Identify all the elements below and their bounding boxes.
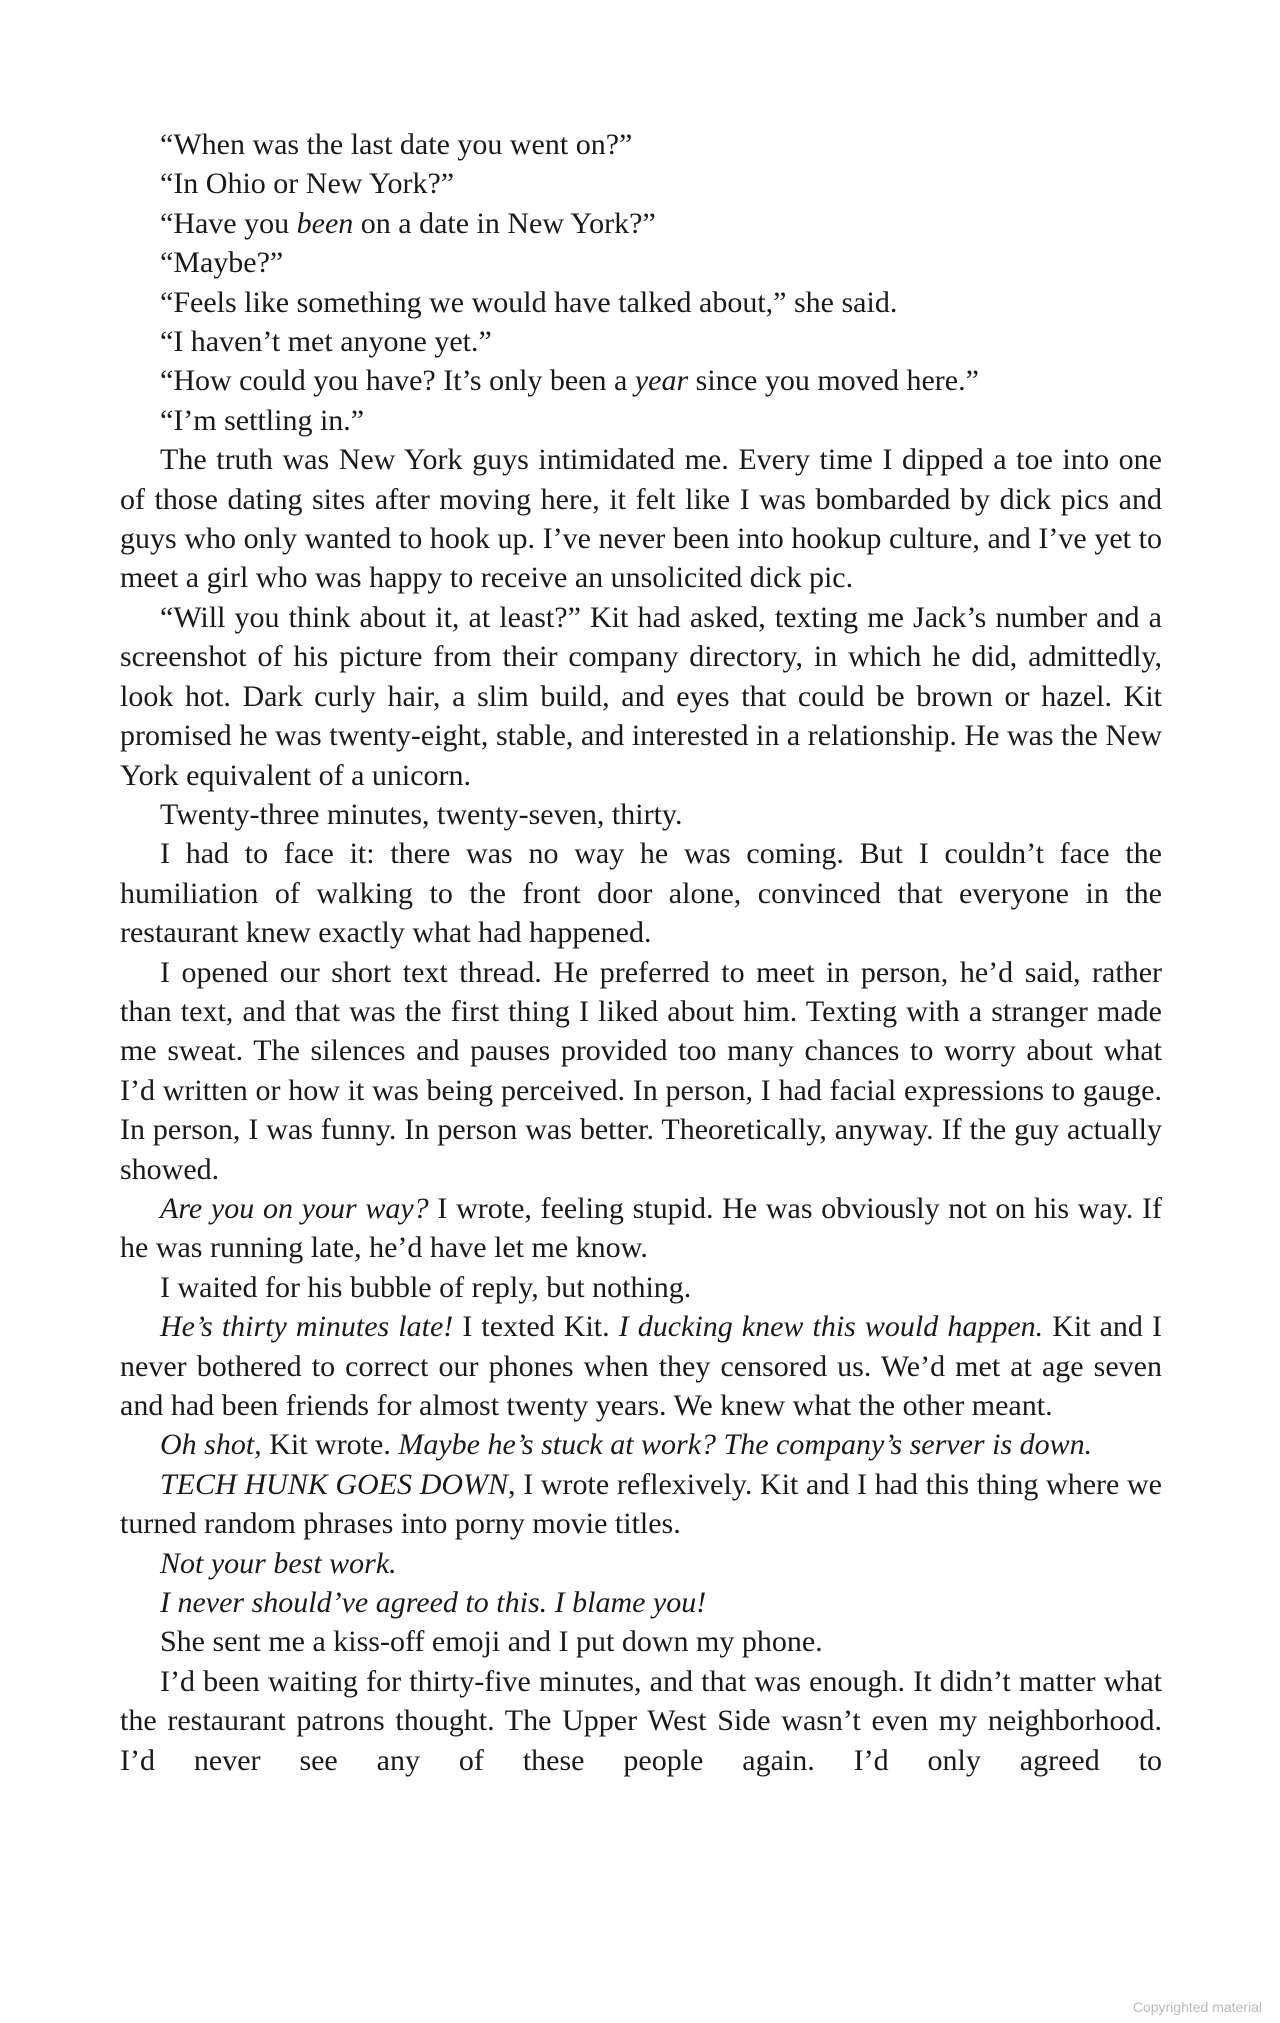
italic-text-run: TECH HUNK GOES DOWN [160, 1467, 509, 1501]
book-page [120, 125, 1162, 1780]
italic-text-run: He’s thirty minutes late! [160, 1310, 454, 1344]
text-run: I had to face it: there was no way he was coming. But I couldn’t face the humiliation of walking to the front door alone, convinced that everyone in the restaurant knew exactly what had happened. [120, 837, 1162, 950]
paragraph [120, 204, 1162, 243]
text-run: Twenty-three minutes, twenty-seven, thirty. [160, 797, 683, 831]
paragraph [120, 243, 1162, 282]
paragraph [120, 283, 1162, 322]
copyright-watermark: Copyrighted material [1132, 1999, 1262, 2015]
text-run: since you moved here.” [688, 364, 979, 398]
text-run: “In Ohio or New York?” [160, 167, 455, 201]
text-run: “Will you think about it, at least?” Kit had asked, texting me Jack’s number and a screenshot of his picture from their company directory, in which he did, admittedly, look hot. Dark curly hair, a slim build, and eyes that could be brown or hazel. Kit promised he was twenty-eight, stable, and interested in a relationship. He was the New York equivalent of a unicorn. [120, 600, 1162, 792]
paragraph [120, 953, 1162, 1189]
paragraph [120, 322, 1162, 361]
paragraph [120, 1307, 1162, 1425]
paragraph [120, 125, 1162, 164]
text-run: “I’m settling in.” [160, 403, 365, 437]
text-run: I texted Kit. [453, 1310, 619, 1344]
italic-text-run: year [634, 364, 689, 398]
italic-text-run: Oh shot, [160, 1428, 262, 1462]
italic-text-run: I never should’ve agreed to this. I blame you! [160, 1586, 707, 1620]
text-run: Kit wrote. [261, 1428, 399, 1462]
italic-text-run: I ducking knew this would happen. [618, 1310, 1044, 1344]
paragraph [120, 440, 1162, 598]
paragraph [120, 361, 1162, 400]
paragraph [120, 1622, 1162, 1661]
paragraph [120, 1583, 1162, 1622]
paragraph [120, 401, 1162, 440]
text-run: “Feels like something we would have talked about,” she said. [160, 285, 898, 319]
paragraph [120, 1465, 1162, 1544]
text-run: I opened our short text thread. He preferred to meet in person, he’d said, rather than text, and that was the first thing I liked about him. Texting with a stranger made me sweat. The silences and pauses provided too many chances to worry about what I’d written or how it was being perceived. In person, I had facial expressions to gauge. In person, I was funny. In person was better. Theoretically, anyway. If the guy actually showed. [120, 955, 1162, 1186]
text-run: I wrote, feeling stupid. He was obviously not on his way. If he was running late, he’d have let me know. [120, 1191, 1162, 1265]
paragraph [120, 795, 1162, 834]
text-run: , I wrote reflexively. Kit and I had this thing where we turned random phrases into porny movie titles. [120, 1467, 1162, 1541]
text-run: Kit and I never bothered to correct our phones when they censored us. We’d met at age seven and had been friends for almost twenty years. We knew what the other meant. [120, 1310, 1162, 1422]
italic-text-run: been [296, 206, 354, 240]
text-run: I waited for his bubble of reply, but nothing. [160, 1270, 692, 1304]
text-run: on a date in New York?” [353, 206, 656, 240]
paragraph [120, 1189, 1162, 1268]
text-run: “Have you [160, 206, 297, 240]
text-run: “I haven’t met anyone yet.” [160, 325, 492, 359]
text-run: The truth was New York guys intimidated me. Every time I dipped a toe into one of those dating sites after moving here, it felt like I was bombarded by dick pics and guys who only wanted to hook up. I’ve never been into hookup culture, and I’ve yet to meet a girl who was happy to receive an unsolicited dick pic. [120, 443, 1162, 595]
paragraph [120, 1268, 1162, 1307]
text-run: “How could you have? It’s only been a [160, 364, 635, 398]
paragraph [120, 1425, 1162, 1464]
paragraph [120, 598, 1162, 795]
italic-text-run: Not your best work. [160, 1546, 397, 1580]
paragraph [120, 164, 1162, 203]
text-run: I’d been waiting for thirty-five minutes, and that was enough. It didn’t matter what the restaurant patrons thought. The Upper West Side wasn’t even my neighborhood. I’d never see any of these people again. I’d only agreed to [120, 1664, 1162, 1777]
italic-text-run: Maybe he’s stuck at work? The company’s server is down. [398, 1428, 1093, 1462]
paragraph [120, 834, 1162, 952]
text-run: “Maybe?” [160, 246, 284, 280]
paragraph [120, 1662, 1162, 1780]
text-run: She sent me a kiss-off emoji and I put down my phone. [160, 1625, 823, 1659]
paragraph [120, 1544, 1162, 1583]
text-run: “When was the last date you went on?” [160, 128, 633, 161]
italic-text-run: Are you on your way? [160, 1191, 429, 1225]
